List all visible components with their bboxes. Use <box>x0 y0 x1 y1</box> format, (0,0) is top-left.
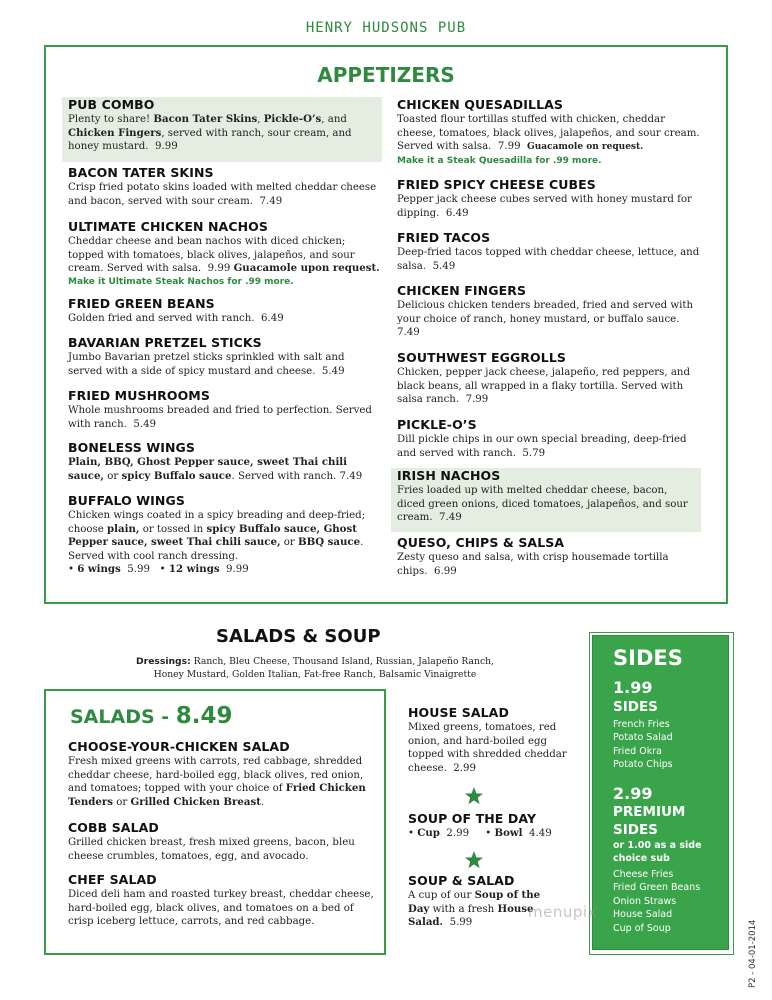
menu-item-bacon-tater-skins <box>68 165 380 208</box>
item-description: Grilled chicken breast, fresh mixed greens, bacon, bleu cheese crumbles, tomatoes, egg, and avocado. <box>68 837 355 862</box>
item-description: Plenty to share! Bacon Tater Skins, Pickle-O’s, and Chicken Fingers, served with ranch, sour cream, and honey mustard. 9.99 <box>68 113 352 153</box>
item-name: HOUSE SALAD <box>408 705 509 720</box>
menu-item-fried-spicy-cheese-cubes <box>397 177 703 220</box>
menu-item-southwest-eggrolls <box>397 350 703 407</box>
sides-regular-list <box>613 718 673 772</box>
item-description: Plain, BBQ, Ghost Pepper sauce, sweet Thai chili sauce, or spicy Buffalo sauce. Served with ranch. 7.49 <box>68 456 363 482</box>
menu-item-choose-your-chicken-salad <box>68 739 380 809</box>
item-description: Crisp fried potato skins loaded with melted cheddar cheese and bacon, served with sour cream. 7.49 <box>68 182 377 207</box>
menu-item-soup-and-salad <box>408 873 558 930</box>
item-name: FRIED MUSHROOMS <box>68 388 210 403</box>
sides-regular-label: SIDES <box>613 699 658 715</box>
menu-item-irish-nachos <box>391 468 701 532</box>
menu-item-pub-combo <box>62 97 382 162</box>
menu-item-fried-green-beans <box>68 296 380 326</box>
item-description: Jumbo Bavarian pretzel sticks sprinkled with salt and served with a side of spicy mustard and cheese. 5.49 <box>68 352 345 377</box>
side-item: Fried Okra <box>613 745 662 757</box>
salads-soup-heading: SALADS & SOUP <box>216 626 381 647</box>
item-name: BAVARIAN PRETZEL STICKS <box>68 335 262 350</box>
sides-title: SIDES <box>613 646 683 670</box>
item-name: BONELESS WINGS <box>68 440 196 455</box>
dressings-line <box>120 655 510 681</box>
item-promo: Make it Ultimate Steak Nachos for .99 more. <box>68 276 294 287</box>
item-description: Delicious chicken tenders breaded, fried and served with your choice of ranch, honey mustard, or buffalo sauce. 7.49 <box>397 300 694 339</box>
dressings-list: Ranch, Bleu Cheese, Thousand Island, Russian, Jalapeño Ranch, Honey Mustard, Golden Italian, Fat-free Ranch, Balsamic Vinaigrette <box>153 656 494 680</box>
appetizers-section <box>44 45 728 604</box>
menu-item-buffalo-wings <box>68 493 380 577</box>
item-name: CHEF SALAD <box>68 872 157 887</box>
item-name: FRIED GREEN BEANS <box>68 296 215 311</box>
menu-item-chicken-quesadillas <box>397 97 703 168</box>
menu-item-pickle-os <box>397 417 703 460</box>
item-description: Mixed greens, tomatoes, red onion, and hard-boiled egg topped with shredded cheddar cheese. 2.99 <box>408 722 567 774</box>
item-description: • Cup 2.99 • Bowl 4.49 <box>408 827 552 839</box>
item-description: Diced deli ham and roasted turkey breast, cheddar cheese, hard-boiled egg, black olives, and tomatoes on a bed of crisp iceberg lettuce, carrots, and red cabbage. <box>68 889 374 928</box>
menu-item-bavarian-pretzel-sticks <box>68 335 380 378</box>
side-item: Fried Green Beans <box>613 882 701 894</box>
sides-premium-label-2: SIDES <box>613 822 658 838</box>
item-name: IRISH NACHOS <box>397 468 501 483</box>
sides-premium-price: 2.99 <box>613 784 653 803</box>
menu-item-chef-salad <box>68 872 380 929</box>
side-item: Cup of Soup <box>613 922 671 934</box>
item-name: FRIED SPICY CHEESE CUBES <box>397 177 596 192</box>
sides-regular-price: 1.99 <box>613 678 653 697</box>
item-description: Fries loaded up with melted cheddar cheese, bacon, diced green onions, diced tomatoes, jalapeños, and sour cream. 7.49 <box>397 485 688 524</box>
salads-title-text: SALADS - <box>70 706 176 728</box>
item-description: Dill pickle chips in our own special breading, deep-fried and served with ranch. 5.79 <box>397 434 687 459</box>
menu-item-chicken-fingers <box>397 283 703 340</box>
sides-premium-note-1: or 1.00 as a side <box>613 840 702 851</box>
item-description: A cup of our Soup of the Day with a fresh House Salad. 5.99 <box>408 889 541 929</box>
item-description: Deep-fried tacos topped with cheddar cheese, lettuce, and salsa. 5.49 <box>397 247 700 272</box>
dressings-label: Dressings: <box>136 656 191 667</box>
item-description: Cheddar cheese and bean nachos with diced chicken; topped with tomatoes, black olives, jalapeños, and sour cream. Served with salsa. 9.99 Guacamole upon request. <box>68 236 380 275</box>
item-name: SOUP & SALAD <box>408 873 515 888</box>
item-name: ULTIMATE CHICKEN NACHOS <box>68 219 268 234</box>
appetizers-title: APPETIZERS <box>317 63 455 87</box>
menu-item-cobb-salad <box>68 820 380 863</box>
menu-item-soup-of-the-day <box>408 811 578 841</box>
star-icon <box>464 850 484 870</box>
sides-premium-note-2: choice sub <box>613 853 670 864</box>
sides-premium-label-1: PREMIUM <box>613 804 686 820</box>
item-description: Fresh mixed greens with carrots, red cabbage, shredded cheddar cheese, hard-boiled egg, black olives, red onion, and tomatoes; topped with your choice of Fried Chicken Tenders or Grilled Chicken Breast. <box>68 756 366 808</box>
salads-title <box>70 703 233 729</box>
item-name: SOUP OF THE DAY <box>408 811 537 826</box>
side-item: Onion Straws <box>613 895 677 907</box>
item-description: Whole mushrooms breaded and fried to perfection. Served with ranch. 5.49 <box>68 405 372 430</box>
watermark: menupix <box>528 903 597 921</box>
item-name: BUFFALO WINGS <box>68 493 185 508</box>
menu-item-boneless-wings <box>68 440 380 483</box>
item-name: SOUTHWEST EGGROLLS <box>397 350 567 365</box>
salads-section <box>44 689 386 955</box>
star-icon <box>464 786 484 806</box>
page-code: P2 - 04-01-2014 <box>748 919 758 988</box>
item-description: Zesty queso and salsa, with crisp housemade tortilla chips. 6.99 <box>397 552 669 577</box>
item-name: QUESO, CHIPS & SALSA <box>397 535 565 550</box>
item-name: PICKLE-O’S <box>397 417 477 432</box>
item-description: Golden fried and served with ranch. 6.49 <box>68 313 284 324</box>
menu-item-ultimate-chicken-nachos <box>68 219 380 289</box>
menu-item-fried-tacos <box>397 230 703 273</box>
menu-item-queso-chips-salsa <box>397 535 703 578</box>
item-name: CHICKEN FINGERS <box>397 283 527 298</box>
item-name: FRIED TACOS <box>397 230 491 245</box>
item-promo: Make it a Steak Quesadilla for .99 more. <box>397 155 602 166</box>
side-item: Potato Salad <box>613 732 673 744</box>
item-name: CHOOSE-YOUR-CHICKEN SALAD <box>68 739 290 754</box>
side-item: House Salad <box>613 909 673 921</box>
side-item: French Fries <box>613 719 670 730</box>
item-name: BACON TATER SKINS <box>68 165 214 180</box>
menu-item-house-salad <box>408 705 568 775</box>
sides-section <box>592 635 729 950</box>
item-description: Chicken, pepper jack cheese, jalapeño, red peppers, and black beans, all wrapped in a flaky tortilla. Served with salsa ranch. 7.99 <box>397 367 690 406</box>
item-description: Chicken wings coated in a spicy breading and deep-fried; choose plain, or tossed in spicy Buffalo sauce, Ghost Pepper sauce, sweet Thai chili sauce, or BBQ sauce. Served with cool ranch dressing. • 6 wings 5.99 • 12 wings 9.99 <box>68 510 366 576</box>
side-item: Potato Chips <box>613 759 673 771</box>
menu-item-fried-mushrooms <box>68 388 380 431</box>
item-description: Pepper jack cheese cubes served with honey mustard for dipping. 6.49 <box>397 194 692 219</box>
salads-price: 8.49 <box>175 703 233 729</box>
item-name: CHICKEN QUESADILLAS <box>397 97 564 112</box>
item-name: COBB SALAD <box>68 820 159 835</box>
item-description: Toasted flour tortillas stuffed with chicken, cheddar cheese, tomatoes, black olives, jalapeños, and sour cream. Served with salsa. 7.99 Guacamole on request. <box>397 114 700 153</box>
sides-premium-list <box>613 868 700 935</box>
side-item: Cheese Fries <box>613 869 674 880</box>
item-name: PUB COMBO <box>68 97 155 112</box>
pub-name: HENRY HUDSONS PUB <box>305 20 467 36</box>
